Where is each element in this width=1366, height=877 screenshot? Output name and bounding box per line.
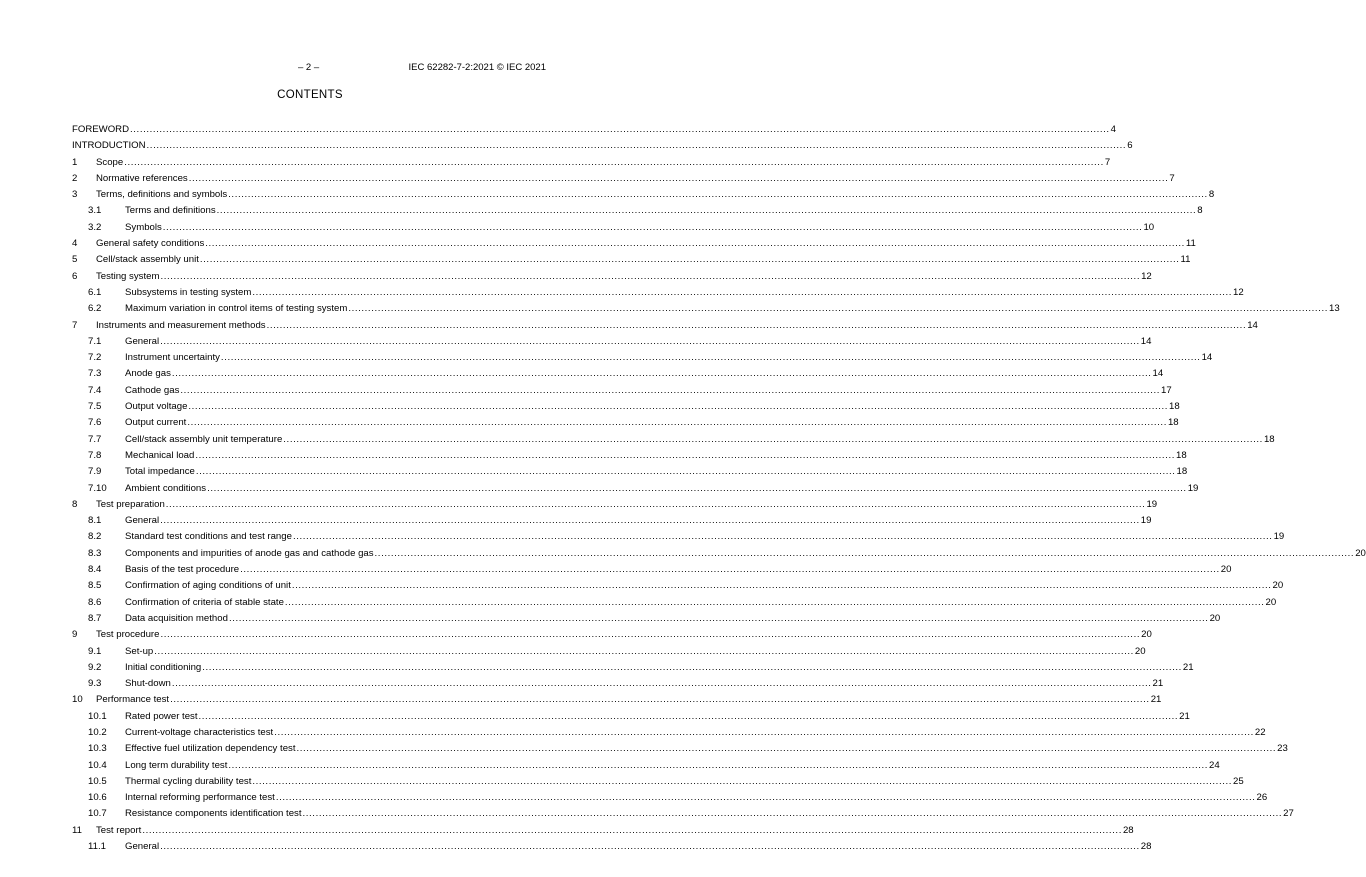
toc-entry[interactable]: [72, 725, 1266, 741]
dot-leader: ............................................................................................................................................................................................................................................................................................................: [275, 792, 1256, 804]
toc-entry-number: 7.4: [88, 384, 102, 396]
toc-entry-number: 7.9: [88, 466, 102, 478]
toc-entry-page: 20: [1220, 564, 1232, 576]
toc-entry-page: 19: [1146, 498, 1158, 510]
dot-leader: ............................................................................................................................................................................................................................................................................................................: [142, 824, 1122, 836]
toc-entry-label: Instrument uncertainty: [125, 350, 221, 366]
toc-entry-number: 7: [72, 319, 78, 331]
toc-entry-page: 21: [1150, 694, 1162, 706]
dot-leader: ............................................................................................................................................................................................................................................................................................................: [274, 726, 1254, 738]
toc-entry-page: 14: [1201, 352, 1213, 364]
toc-entry-page: 22: [1254, 726, 1266, 738]
toc-entry-label: Instruments and measurement methods: [96, 318, 267, 334]
toc-entry[interactable]: [72, 236, 1196, 252]
dot-leader: ............................................................................................................................................................................................................................................................................................................: [374, 547, 1355, 559]
toc-entry-number: 4: [72, 238, 78, 250]
toc-entry-number: 8.5: [88, 580, 102, 592]
dot-leader: ............................................................................................................................................................................................................................................................................................................: [228, 612, 1209, 624]
toc-entry-label: FOREWORD: [72, 122, 130, 138]
toc-entry[interactable]: [72, 774, 1244, 790]
toc-entry-label: Data acquisition method: [125, 611, 229, 627]
toc-entry-label: Thermal cycling durability test: [125, 774, 252, 790]
toc-entry-page: 7: [1169, 172, 1175, 184]
dot-leader: ............................................................................................................................................................................................................................................................................................................: [291, 580, 1272, 592]
toc-entry-number: 6: [72, 270, 78, 282]
toc-entry-number: 7.1: [88, 335, 102, 347]
document-reference: IEC 62282-7-2:2021 © IEC 2021: [408, 62, 546, 73]
toc-entry-page: 23: [1277, 743, 1288, 755]
toc-entry-label: INTRODUCTION: [72, 138, 147, 154]
toc-entry-page: 19: [1273, 531, 1285, 543]
toc-entry-number: 6.2: [88, 303, 102, 315]
dot-leader: ............................................................................................................................................................................................................................................................................................................: [171, 368, 1152, 380]
toc-entry-label: Test report: [96, 823, 142, 839]
toc-entry-page: 6: [1127, 140, 1133, 152]
toc-entry-number: 2: [72, 172, 78, 184]
toc-entry-page: 19: [1140, 515, 1152, 527]
toc-entry-label: Standard test conditions and test range: [125, 529, 293, 545]
dot-leader: ............................................................................................................................................................................................................................................................................................................: [266, 319, 1247, 331]
toc-entry-page: 13: [1328, 303, 1340, 315]
toc-entry-page: 21: [1179, 710, 1190, 722]
dot-leader: ............................................................................................................................................................................................................................................................................................................: [130, 124, 1110, 135]
toc-entry-number: 7.3: [88, 368, 102, 380]
toc-entry[interactable]: [72, 660, 1194, 676]
toc-entry-page: 19: [1187, 482, 1199, 494]
toc-entry-number: 8: [72, 498, 78, 510]
toc-entry-number: 8.2: [88, 531, 102, 543]
toc-entry[interactable]: [72, 546, 1366, 562]
toc-entry-label: Basis of the test procedure: [125, 562, 240, 578]
dot-leader: ............................................................................................................................................................................................................................................................................................................: [188, 172, 1169, 184]
toc-entry-page: 18: [1175, 449, 1187, 461]
toc-entry-number: 10.5: [88, 775, 107, 787]
toc-entry-number: 3: [72, 189, 78, 201]
toc-entry-number: 11.1: [88, 841, 106, 853]
toc-entry-page: 21: [1152, 678, 1164, 690]
dot-leader: ............................................................................................................................................................................................................................................................................................................: [171, 678, 1152, 690]
dot-leader: ............................................................................................................................................................................................................................................................................................................: [162, 221, 1143, 233]
toc-entry-label: General safety conditions: [96, 236, 205, 252]
toc-entry-label: Anode gas: [125, 366, 172, 382]
dot-leader: ............................................................................................................................................................................................................................................................................................................: [146, 140, 1127, 152]
toc-entry[interactable]: [72, 758, 1220, 774]
toc-entry-label: Cathode gas: [125, 383, 180, 399]
toc-entry[interactable]: [72, 318, 1258, 334]
dot-leader: ............................................................................................................................................................................................................................................................................................................: [283, 433, 1263, 445]
toc-entry-label: Terms, definitions and symbols: [96, 187, 228, 203]
toc-entry-page: 12: [1233, 286, 1244, 298]
toc-entry-label: Cell/stack assembly unit: [96, 252, 200, 268]
toc-entry-number: 3.1: [88, 205, 102, 217]
toc-entry-label: Maximum variation in control items of testing system: [125, 301, 348, 317]
toc-entry-page: 20: [1141, 629, 1152, 641]
toc-entry-page: 28: [1122, 824, 1134, 836]
toc-entry-page: 8: [1208, 189, 1215, 201]
toc-entry-page: 27: [1283, 808, 1294, 820]
toc-entry[interactable]: [72, 464, 1188, 480]
toc-entry-number: 8.7: [88, 612, 102, 624]
toc-entry-label: Symbols: [125, 220, 163, 236]
dot-leader: ............................................................................................................................................................................................................................................................................................................: [180, 384, 1161, 396]
dot-leader: ............................................................................................................................................................................................................................................................................................................: [252, 286, 1233, 298]
dot-leader: ............................................................................................................................................................................................................................................................................................................: [207, 482, 1187, 494]
toc-entry-page: 20: [1272, 580, 1284, 592]
toc-entry-number: 10.4: [88, 759, 107, 771]
page-number: – 2 –: [298, 62, 320, 73]
toc-entry[interactable]: [72, 350, 1213, 366]
toc-entry-label: Output voltage: [125, 399, 188, 415]
toc-entry[interactable]: [72, 155, 1111, 171]
toc-entry[interactable]: [72, 203, 1203, 219]
dot-leader: ............................................................................................................................................................................................................................................................................................................: [160, 515, 1140, 527]
toc-entry-number: 10: [72, 694, 83, 706]
page-header: [0, 62, 620, 76]
toc-entry-page: 18: [1167, 417, 1179, 429]
toc-entry-label: Ambient conditions: [125, 481, 207, 497]
toc-entry-number: 9.3: [88, 678, 102, 690]
toc-entry-label: Confirmation of criteria of stable state: [125, 595, 285, 611]
toc-entry-page: 14: [1247, 319, 1258, 331]
toc-entry-page: 12: [1141, 270, 1152, 282]
dot-leader: ............................................................................................................................................................................................................................................................................................................: [228, 189, 1208, 201]
dot-leader: ............................................................................................................................................................................................................................................................................................................: [302, 808, 1283, 820]
contents-title: CONTENTS: [277, 89, 343, 101]
toc-entry-label: Set-up: [125, 644, 154, 660]
dot-leader: ............................................................................................................................................................................................................................................................................................................: [284, 596, 1265, 608]
toc-entry-label: Initial conditioning: [125, 660, 202, 676]
toc-entry-number: 9: [72, 629, 78, 641]
toc-entry[interactable]: [72, 301, 1340, 317]
toc-entry-page: 11: [1180, 254, 1191, 266]
toc-entry-number: 8.1: [88, 515, 102, 527]
toc-entry[interactable]: [72, 806, 1294, 822]
dot-leader: ............................................................................................................................................................................................................................................................................................................: [205, 238, 1185, 250]
toc-entry-number: 10.1: [88, 710, 107, 722]
toc-entry-number: 11: [72, 824, 82, 836]
toc-entry-number: 5: [72, 254, 78, 266]
toc-entry[interactable]: [72, 285, 1244, 301]
dot-leader: ............................................................................................................................................................................................................................................................................................................: [216, 205, 1197, 217]
toc-entry-page: 4: [1110, 124, 1117, 135]
toc-entry[interactable]: [72, 220, 1155, 236]
table-of-contents: [72, 122, 1366, 855]
toc-entry-number: 10.3: [88, 743, 107, 755]
toc-entry[interactable]: [72, 790, 1268, 806]
toc-entry-number: 1: [72, 156, 78, 168]
dot-leader: ............................................................................................................................................................................................................................................................................................................: [292, 531, 1273, 543]
dot-leader: ............................................................................................................................................................................................................................................................................................................: [160, 335, 1140, 347]
toc-entry-label: Confirmation of aging conditions of unit: [125, 578, 292, 594]
toc-entry-number: 7.6: [88, 417, 102, 429]
toc-entry[interactable]: [72, 839, 1152, 855]
toc-entry-page: 17: [1161, 384, 1172, 396]
dot-leader: ............................................................................................................................................................................................................................................................................................................: [220, 352, 1201, 364]
toc-entry[interactable]: [72, 692, 1162, 708]
toc-entry-page: 25: [1233, 775, 1244, 787]
toc-entry-label: Shut-down: [125, 676, 172, 692]
toc-entry-page: 24: [1209, 759, 1220, 771]
toc-entry-label: Output current: [125, 415, 187, 431]
toc-entry-number: 8.6: [88, 596, 102, 608]
toc-entry[interactable]: [72, 187, 1215, 203]
dot-leader: ............................................................................................................................................................................................................................................................................................................: [160, 629, 1141, 641]
toc-entry-page: 18: [1169, 401, 1180, 413]
toc-entry-page: 20: [1209, 612, 1221, 624]
toc-entry-number: 7.5: [88, 401, 102, 413]
toc-entry-page: 20: [1265, 596, 1277, 608]
toc-entry[interactable]: [72, 415, 1179, 431]
toc-entry-label: Current-voltage characteristics test: [125, 725, 274, 741]
dot-leader: ............................................................................................................................................................................................................................................................................................................: [170, 694, 1150, 706]
toc-entry[interactable]: [72, 252, 1191, 268]
toc-entry[interactable]: [72, 709, 1190, 725]
dot-leader: ............................................................................................................................................................................................................................................................................................................: [252, 775, 1233, 787]
toc-entry-label: Cell/stack assembly unit temperature: [125, 432, 283, 448]
toc-entry-number: 7.8: [88, 449, 102, 461]
dot-leader: ............................................................................................................................................................................................................................................................................................................: [187, 417, 1167, 429]
toc-entry[interactable]: [72, 627, 1152, 643]
toc-entry-number: 7.7: [88, 433, 102, 445]
dot-leader: ............................................................................................................................................................................................................................................................................................................: [188, 401, 1169, 413]
toc-entry-page: 28: [1140, 841, 1152, 853]
toc-entry[interactable]: [72, 122, 1117, 138]
toc-entry-number: 7.10: [88, 482, 107, 494]
toc-entry-page: 18: [1263, 433, 1275, 445]
dot-leader: ............................................................................................................................................................................................................................................................................................................: [154, 645, 1134, 657]
toc-entry[interactable]: [72, 448, 1187, 464]
toc-entry[interactable]: [72, 578, 1284, 594]
dot-leader: ............................................................................................................................................................................................................................................................................................................: [202, 661, 1182, 673]
toc-entry-label: Mechanical load: [125, 448, 195, 464]
toc-entry-page: 11: [1185, 238, 1196, 250]
toc-entry-label: Scope: [96, 155, 124, 171]
dot-leader: ............................................................................................................................................................................................................................................................................................................: [165, 498, 1146, 510]
toc-entry-number: 10.2: [88, 726, 107, 738]
toc-entry-number: 6.1: [88, 286, 102, 298]
toc-entry-page: 18: [1176, 466, 1188, 478]
toc-entry-number: 8.3: [88, 547, 102, 559]
toc-entry[interactable]: [72, 562, 1232, 578]
toc-entry-label: Performance test: [96, 692, 170, 708]
toc-entry-label: Long term durability test: [125, 758, 228, 774]
toc-entry-label: Test procedure: [96, 627, 160, 643]
toc-entry[interactable]: [72, 823, 1134, 839]
toc-entry-label: Terms and definitions: [125, 203, 217, 219]
dot-leader: ............................................................................................................................................................................................................................................................................................................: [195, 466, 1176, 478]
toc-entry-number: 10.6: [88, 792, 107, 804]
toc-entry-page: 20: [1134, 645, 1146, 657]
toc-entry[interactable]: [72, 676, 1164, 692]
dot-leader: ............................................................................................................................................................................................................................................................................................................: [348, 303, 1328, 315]
toc-entry[interactable]: [72, 171, 1175, 187]
toc-entry[interactable]: [72, 269, 1152, 285]
toc-entry-label: Normative references: [96, 171, 189, 187]
toc-entry[interactable]: [72, 399, 1180, 415]
toc-entry-page: 14: [1140, 335, 1152, 347]
toc-entry-label: Internal reforming performance test: [125, 790, 276, 806]
toc-entry[interactable]: [72, 513, 1152, 529]
dot-leader: ............................................................................................................................................................................................................................................................................................................: [160, 841, 1140, 853]
toc-entry-label: Resistance components identification test: [125, 806, 303, 822]
toc-entry[interactable]: [72, 644, 1146, 660]
toc-entry[interactable]: [72, 432, 1275, 448]
toc-entry[interactable]: [72, 138, 1133, 154]
toc-entry[interactable]: [72, 366, 1164, 382]
toc-entry-label: General: [125, 513, 160, 529]
toc-entry-label: Components and impurities of anode gas and cathode gas: [125, 546, 375, 562]
toc-entry[interactable]: [72, 481, 1199, 497]
toc-entry-number: 8.4: [88, 564, 102, 576]
toc-entry-page: 21: [1182, 661, 1194, 673]
dot-leader: ............................................................................................................................................................................................................................................................................................................: [160, 270, 1141, 282]
toc-entry-number: 9.2: [88, 661, 102, 673]
dot-leader: ............................................................................................................................................................................................................................................................................................................: [199, 254, 1180, 266]
toc-entry-label: Subsystems in testing system: [125, 285, 252, 301]
toc-entry-page: 26: [1256, 792, 1268, 804]
dot-leader: ............................................................................................................................................................................................................................................................................................................: [198, 710, 1179, 722]
toc-entry-page: 8: [1197, 205, 1203, 217]
toc-entry-label: Rated power test: [125, 709, 199, 725]
toc-entry-label: Total impedance: [125, 464, 196, 480]
toc-entry-number: 10.7: [88, 808, 107, 820]
toc-entry-label: Test preparation: [96, 497, 166, 513]
toc-entry-label: General: [125, 839, 160, 855]
toc-entry-number: 3.2: [88, 221, 102, 233]
toc-entry[interactable]: [72, 741, 1288, 757]
dot-leader: ............................................................................................................................................................................................................................................................................................................: [296, 743, 1277, 755]
toc-entry[interactable]: [72, 497, 1158, 513]
toc-entry-label: General: [125, 334, 160, 350]
toc-entry[interactable]: [72, 595, 1277, 611]
toc-entry[interactable]: [72, 334, 1152, 350]
toc-entry-page: 10: [1143, 221, 1155, 233]
toc-entry-page: 20: [1355, 547, 1366, 559]
toc-entry-number: 7.2: [88, 352, 102, 364]
toc-entry-label: Effective fuel utilization dependency test: [125, 741, 297, 757]
toc-entry-number: 9.1: [88, 645, 102, 657]
dot-leader: ............................................................................................................................................................................................................................................................................................................: [228, 759, 1209, 771]
dot-leader: ............................................................................................................................................................................................................................................................................................................: [124, 156, 1104, 168]
toc-entry[interactable]: [72, 611, 1221, 627]
toc-entry-page: 7: [1104, 156, 1111, 168]
toc-entry[interactable]: [72, 529, 1285, 545]
toc-entry-page: 14: [1152, 368, 1164, 380]
dot-leader: ............................................................................................................................................................................................................................................................................................................: [195, 449, 1175, 461]
dot-leader: ............................................................................................................................................................................................................................................................................................................: [240, 564, 1220, 576]
toc-entry-label: Testing system: [96, 269, 160, 285]
toc-entry[interactable]: [72, 383, 1172, 399]
